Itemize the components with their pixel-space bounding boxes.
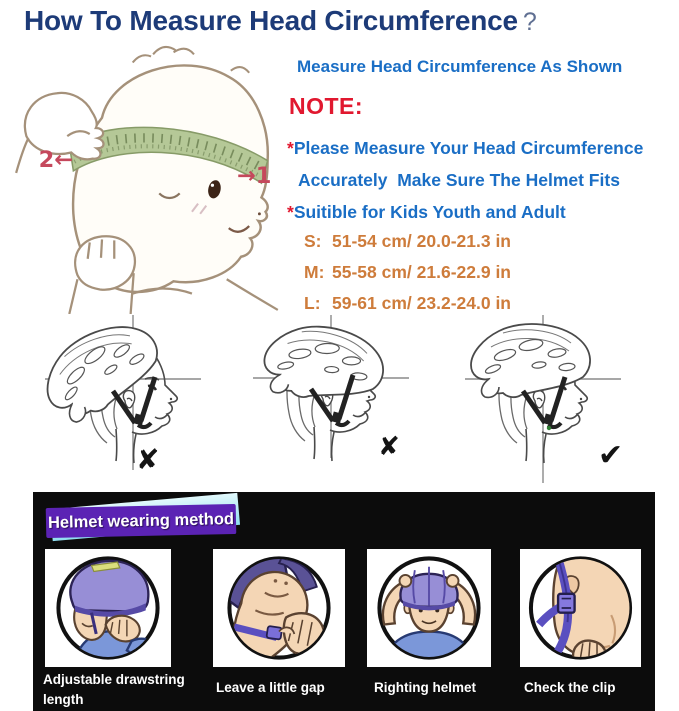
note-item-1-text: Please Measure Your Head Circumference xyxy=(293,138,644,158)
question-mark: ? xyxy=(522,8,537,36)
note-item-1-line-2: Accurately Make Sure The Helmet Fits xyxy=(298,170,620,190)
note-item-2-text: Suitible for Kids Youth and Adult xyxy=(293,202,566,222)
fit-figure-too-far-back xyxy=(32,310,177,463)
step-caption-4: Check the clip xyxy=(524,680,616,695)
page-title-text: How To Measure Head Circumference xyxy=(24,5,518,36)
step-caption-2: Leave a little gap xyxy=(216,680,325,695)
size-row-s xyxy=(304,231,511,252)
size-row-m xyxy=(304,262,511,283)
measure-heading: Measure Head Circumference As Shown xyxy=(297,57,623,76)
step-caption-3: Righting helmet xyxy=(374,680,476,695)
note-item-2 xyxy=(287,202,566,223)
check-mark-icon: ✔ xyxy=(598,438,624,473)
size-value: 55-58 cm/ 21.6-22.9 in xyxy=(332,262,511,282)
step-3-illustration-righting-helmet xyxy=(367,549,491,667)
helmet-fit-comparison xyxy=(0,303,679,498)
step-card-4 xyxy=(520,549,641,667)
size-label: S: xyxy=(304,231,322,251)
step-2-illustration-little-gap xyxy=(213,549,345,667)
banner-title: Helmet wearing method xyxy=(46,504,237,538)
note-label: NOTE: xyxy=(289,93,364,119)
step-card-1 xyxy=(45,549,171,667)
step-1-illustration-adjust-drawstring xyxy=(45,549,171,667)
fit-figure-correct xyxy=(471,324,590,463)
size-value: 59-61 cm/ 23.2-24.0 in xyxy=(332,293,511,313)
x-mark-icon: ✘ xyxy=(136,443,160,476)
note-column xyxy=(287,0,679,315)
step-caption-1: Adjustable drawstring length xyxy=(43,672,185,708)
step-1-label: →1 xyxy=(236,163,272,190)
asterisk: * xyxy=(287,202,294,222)
size-label: M: xyxy=(304,262,325,282)
step-4-illustration-check-clip xyxy=(520,549,641,667)
size-label: L: xyxy=(304,293,321,313)
size-value: 51-54 cm/ 20.0-21.3 in xyxy=(332,231,511,251)
helmet-wearing-method-panel xyxy=(33,492,655,711)
step-2-label: 2← xyxy=(38,146,74,173)
step-card-2 xyxy=(213,549,345,667)
asterisk: * xyxy=(287,138,294,158)
fit-figure-too-far-forward xyxy=(259,317,389,461)
head-measuring-illustration xyxy=(10,38,286,314)
note-item-1 xyxy=(287,138,643,159)
step-card-3 xyxy=(367,549,491,667)
x-mark-icon: ✘ xyxy=(378,432,400,462)
